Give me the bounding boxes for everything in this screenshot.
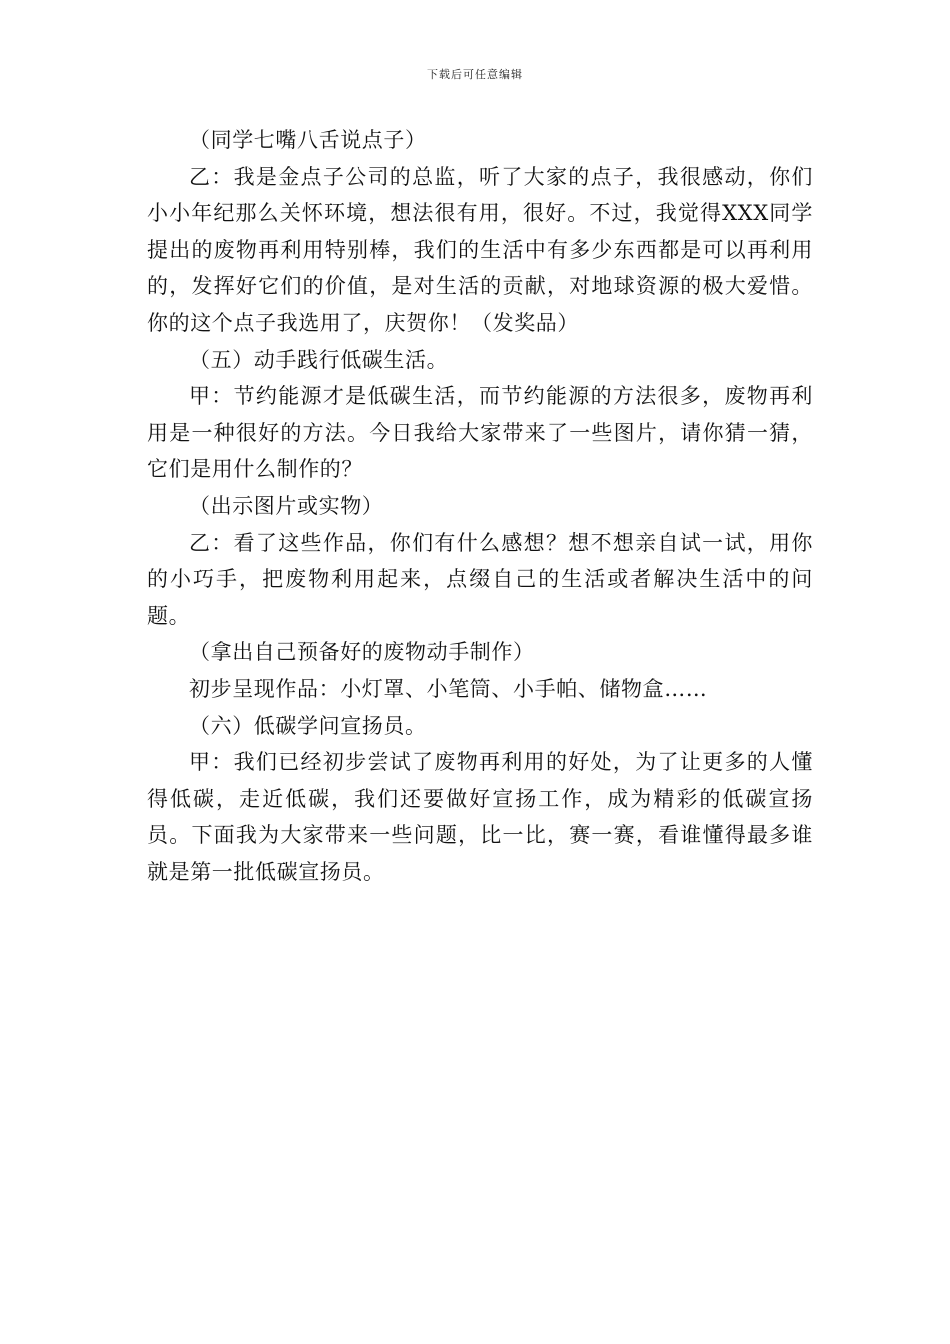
- paragraph-works-presented: 初步呈现作品：小灯罩、小笔筒、小手帕、储物盒……: [189, 676, 708, 701]
- paragraph-stage-direction-show-pictures: （出示图片或实物）: [189, 493, 384, 518]
- paragraph-stage-direction-make: （拿出自己预备好的废物动手制作）: [189, 640, 535, 665]
- page-header: 下载后可任意编辑: [427, 68, 523, 81]
- paragraph-jia-energy-saving: 甲：节约能源才是低碳生活，而节约能源的方法很多，废物再利用是一种很好的方法。今日我给大家带来了一些图片，请你猜一猜，它们是用什么制作的？: [147, 384, 813, 482]
- paragraph-yi-impressions: 乙：看了这些作品，你们有什么感想？想不想亲自试一试，用你的小巧手，把废物利用起来，点缀自己的生活或者解决生活中的问题。: [147, 530, 813, 628]
- section-heading-six: （六）低碳学问宣扬员。: [189, 713, 427, 738]
- paragraph-jia-promoters: 甲：我们已经初步尝试了废物再利用的好处，为了让更多的人懂得低碳，走近低碳，我们还要做好宣扬工作，成为精彩的低碳宣扬员。下面我为大家带来一些问题，比一比，赛一赛，看谁懂得最多谁就是第一批低碳宣扬员。: [147, 750, 813, 884]
- document-body: [147, 122, 813, 890]
- paragraph-stage-direction-ideas: （同学七嘴八舌说点子）: [189, 128, 427, 152]
- paragraph-yi-director-speech: 乙：我是金点子公司的总监，听了大家的点子，我很感动，你们小小年纪那么关怀环境，想法很有用，很好。不过，我觉得XXX同学提出的废物再利用特别棒，我们的生活中有多少东西都是可以再利用的，发挥好它们的价值，是对生活的贡献，对地球资源的极大爱惜。你的这个点子我选用了，庆贺你！（发奖品）: [147, 164, 813, 335]
- section-heading-five: （五）动手践行低碳生活。: [189, 347, 449, 372]
